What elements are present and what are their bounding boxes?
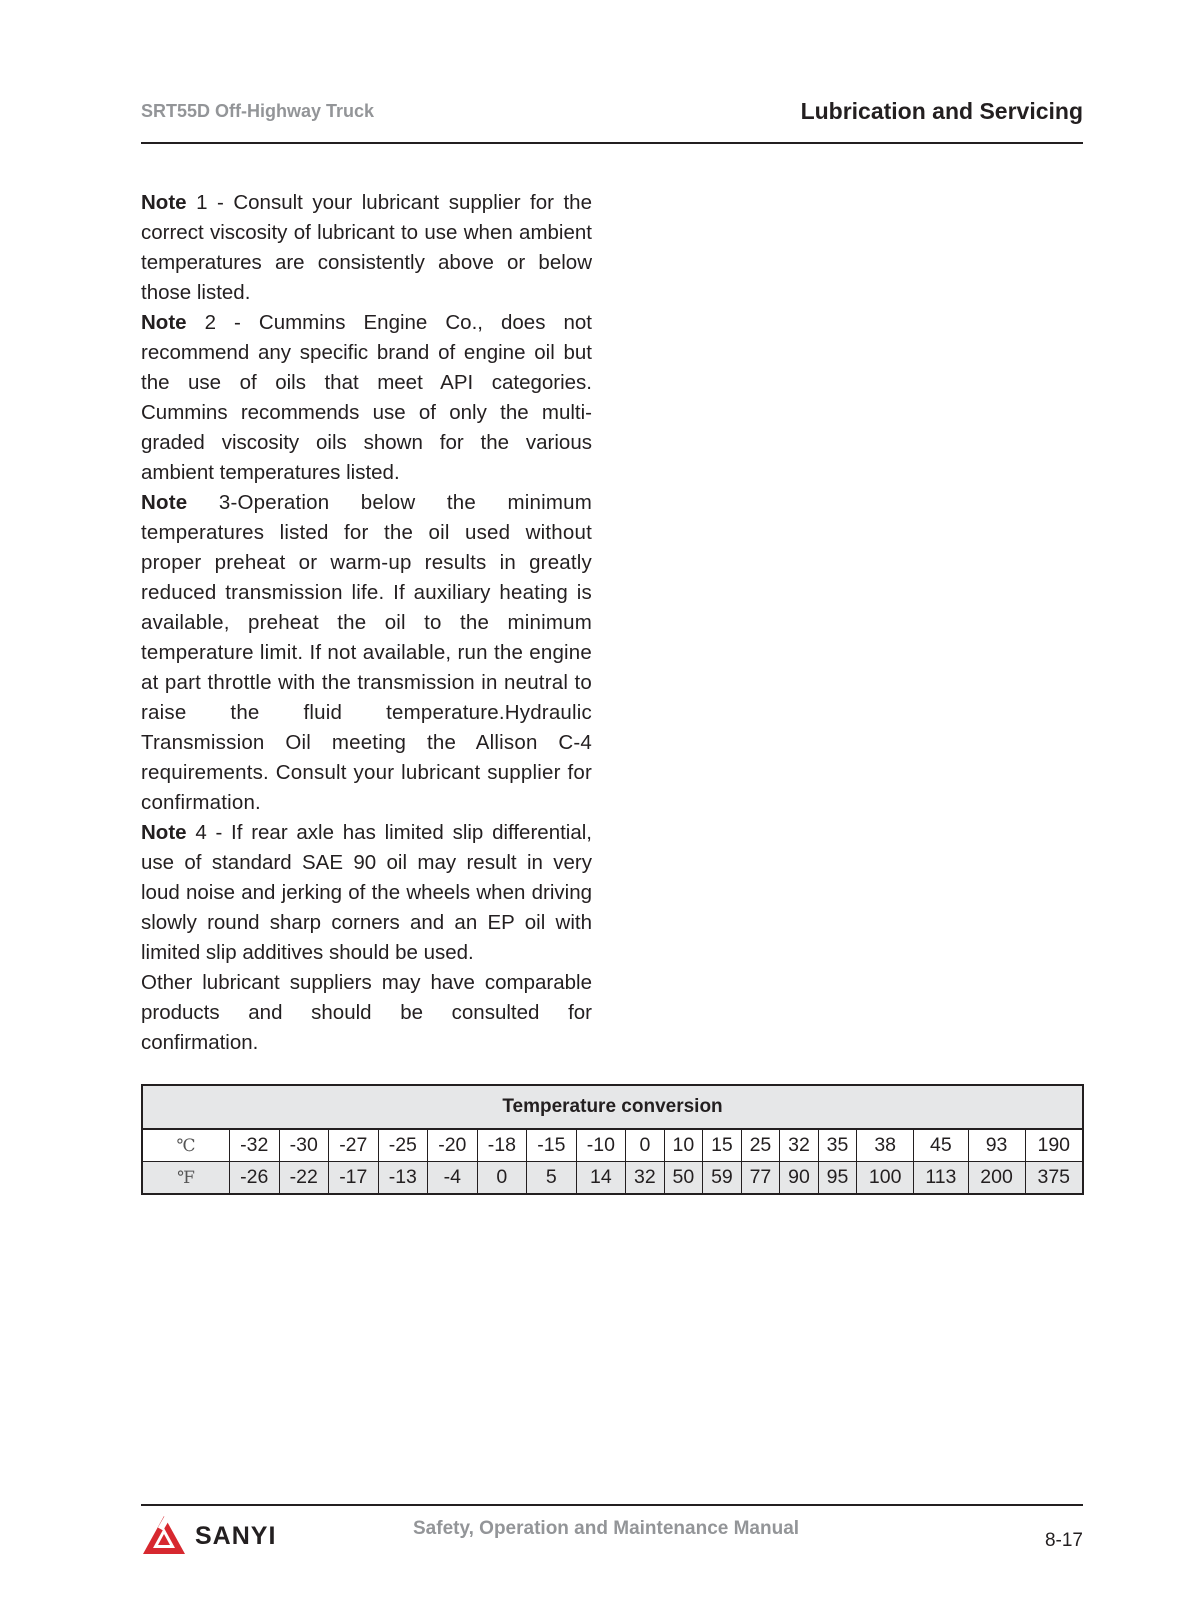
table-cell: 190 bbox=[1025, 1129, 1083, 1162]
temperature-conversion-table bbox=[141, 1084, 1084, 1195]
table-cell: 77 bbox=[741, 1162, 780, 1195]
sanyi-logo bbox=[141, 1514, 276, 1558]
table-cell: -13 bbox=[378, 1162, 428, 1195]
table-cell: 95 bbox=[818, 1162, 857, 1195]
table-cell: -18 bbox=[477, 1129, 527, 1162]
note-label: Note bbox=[141, 491, 188, 514]
fahrenheit-row bbox=[142, 1162, 1083, 1195]
notes-column bbox=[141, 188, 592, 1058]
table-cell: -32 bbox=[230, 1129, 280, 1162]
table-cell: -15 bbox=[527, 1129, 577, 1162]
table-cell: -20 bbox=[428, 1129, 478, 1162]
table-cell: 32 bbox=[626, 1162, 665, 1195]
table-cell: 113 bbox=[914, 1162, 968, 1195]
table-cell: 59 bbox=[703, 1162, 742, 1195]
note-text: 3-Operation below the minimum temperatures listed for the oil used without proper preheat or warm-up results in greatly reduced transmission life. If auxiliary heating is available, preheat the oil to the minimum temperature limit. If not available, run the engine at part throttle with the transmission in neutral to raise the fluid temperature.Hydraulic Transmission Oil meeting the Allison C-4 requirements. Consult your lubricant supplier for confirmation. bbox=[141, 491, 592, 814]
document-title: SRT55D Off-Highway Truck bbox=[141, 101, 375, 121]
note-1 bbox=[141, 188, 592, 308]
table-cell: 35 bbox=[818, 1129, 857, 1162]
note-3 bbox=[141, 488, 592, 818]
note-label: Note bbox=[141, 821, 187, 844]
table-cell: -25 bbox=[378, 1129, 428, 1162]
table-cell: 25 bbox=[741, 1129, 780, 1162]
note-label: Note bbox=[141, 311, 187, 334]
page-number: 8-17 bbox=[1044, 1530, 1083, 1551]
table-cell: 50 bbox=[664, 1162, 703, 1195]
table-cell: -4 bbox=[428, 1162, 478, 1195]
note-4 bbox=[141, 818, 592, 968]
table-cell: -10 bbox=[576, 1129, 626, 1162]
page-header bbox=[141, 96, 1083, 144]
section-title: Lubrication and Servicing bbox=[800, 98, 1083, 124]
fahrenheit-unit-label: ℉ bbox=[142, 1162, 230, 1195]
celsius-unit-label: ℃ bbox=[142, 1129, 230, 1162]
note-label: Note bbox=[141, 191, 187, 214]
table-cell: 45 bbox=[914, 1129, 968, 1162]
table-title: Temperature conversion bbox=[142, 1085, 1083, 1129]
table-cell: 10 bbox=[664, 1129, 703, 1162]
table-cell: 200 bbox=[968, 1162, 1025, 1195]
table-cell: 0 bbox=[477, 1162, 527, 1195]
note-2 bbox=[141, 308, 592, 488]
note-text: 1 - Consult your lubricant supplier for the correct viscosity of lubricant to use when ambient temperatures are consistently above or below those listed. bbox=[141, 191, 592, 304]
table-cell: -22 bbox=[279, 1162, 329, 1195]
table-cell: 90 bbox=[780, 1162, 819, 1195]
table-cell: -27 bbox=[329, 1129, 379, 1162]
page-footer bbox=[141, 1504, 1083, 1566]
note-text: 2 - Cummins Engine Co., does not recommend any specific brand of engine oil but the use of oils that meet API categories. Cummins recommends use of only the multi-graded viscosity oils shown for the various ambient temperatures listed. bbox=[141, 311, 592, 484]
closing-paragraph: Other lubricant suppliers may have comparable products and should be consulted for confirmation. bbox=[141, 971, 592, 1054]
table-cell: 100 bbox=[857, 1162, 914, 1195]
table-cell: 0 bbox=[626, 1129, 665, 1162]
logo-text: SANYI bbox=[195, 1521, 277, 1550]
table-cell: 375 bbox=[1025, 1162, 1083, 1195]
celsius-row bbox=[142, 1129, 1083, 1162]
sanyi-logo-icon bbox=[141, 1514, 187, 1558]
table-cell: -30 bbox=[279, 1129, 329, 1162]
table-cell: 15 bbox=[703, 1129, 742, 1162]
table-cell: 14 bbox=[576, 1162, 626, 1195]
manual-title: Safety, Operation and Maintenance Manual bbox=[413, 1518, 800, 1539]
table-cell: 38 bbox=[857, 1129, 914, 1162]
table-cell: 93 bbox=[968, 1129, 1025, 1162]
note-text: 4 - If rear axle has limited slip differential, use of standard SAE 90 oil may result in very loud noise and jerking of the wheels when driving slowly round sharp corners and an EP oil with limited slip additives should be used. bbox=[141, 821, 592, 964]
table-cell: -17 bbox=[329, 1162, 379, 1195]
table-cell: 32 bbox=[780, 1129, 819, 1162]
table-cell: -26 bbox=[230, 1162, 280, 1195]
table-cell: 5 bbox=[527, 1162, 577, 1195]
